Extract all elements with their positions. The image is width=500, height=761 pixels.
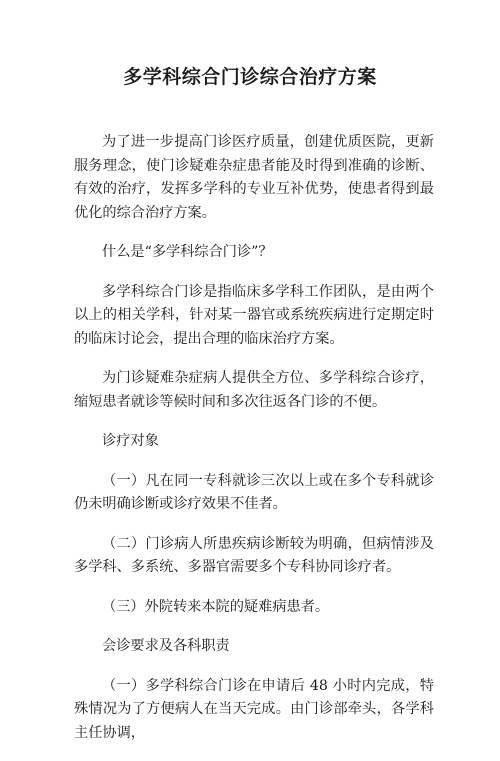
heading-treatment-targets: 诊疗对象 bbox=[102, 433, 159, 449]
paragraph-intro: 为了进一步提高门诊医疗质量，创建优质医院，更新服务理念，使门诊疑难杂症患者能及时得到准确的诊断、有效的治疗，发挥多学科的专业互补优势，使患者得到最优化的综合治疗方案。 bbox=[74, 134, 434, 221]
list-item-target-2: （二）门诊病人所患疾病诊断较为明确，但病情涉及多学科、多系统、多器官需要多个专科协同诊疗者。 bbox=[74, 535, 434, 575]
list-item-target-1: （一）凡在同一专科就诊三次以上或在多个专科就诊仍未明确诊断或诊疗效果不佳者。 bbox=[74, 472, 434, 512]
paragraph-question-heading: 什么是“多学科综合门诊”？ bbox=[102, 244, 273, 260]
paragraph-definition: 多学科综合门诊是指临床多学科工作团队，是由两个以上的相关学科，针对某一器官或系统疾病进行定期定时的临床讨论会，提出合理的临床治疗方案。 bbox=[74, 283, 434, 347]
list-item-requirement-1: （一）多学科综合门诊在申请后 48 小时内完成，特殊情况为了方便病人在当天完成。由门诊部牵头，各学科主任协调， bbox=[74, 677, 434, 741]
heading-consultation-requirements: 会诊要求及各科职责 bbox=[102, 638, 230, 654]
document-body bbox=[74, 131, 434, 761]
document-title: 多学科综合门诊综合治疗方案 bbox=[123, 66, 377, 88]
paragraph-benefit: 为门诊疑难杂症病人提供全方位、多学科综合诊疗，缩短患者就诊等候时间和多次往返各门诊的不便。 bbox=[74, 370, 434, 410]
list-item-target-3: （三）外院转来本院的疑难病患者。 bbox=[102, 598, 330, 615]
